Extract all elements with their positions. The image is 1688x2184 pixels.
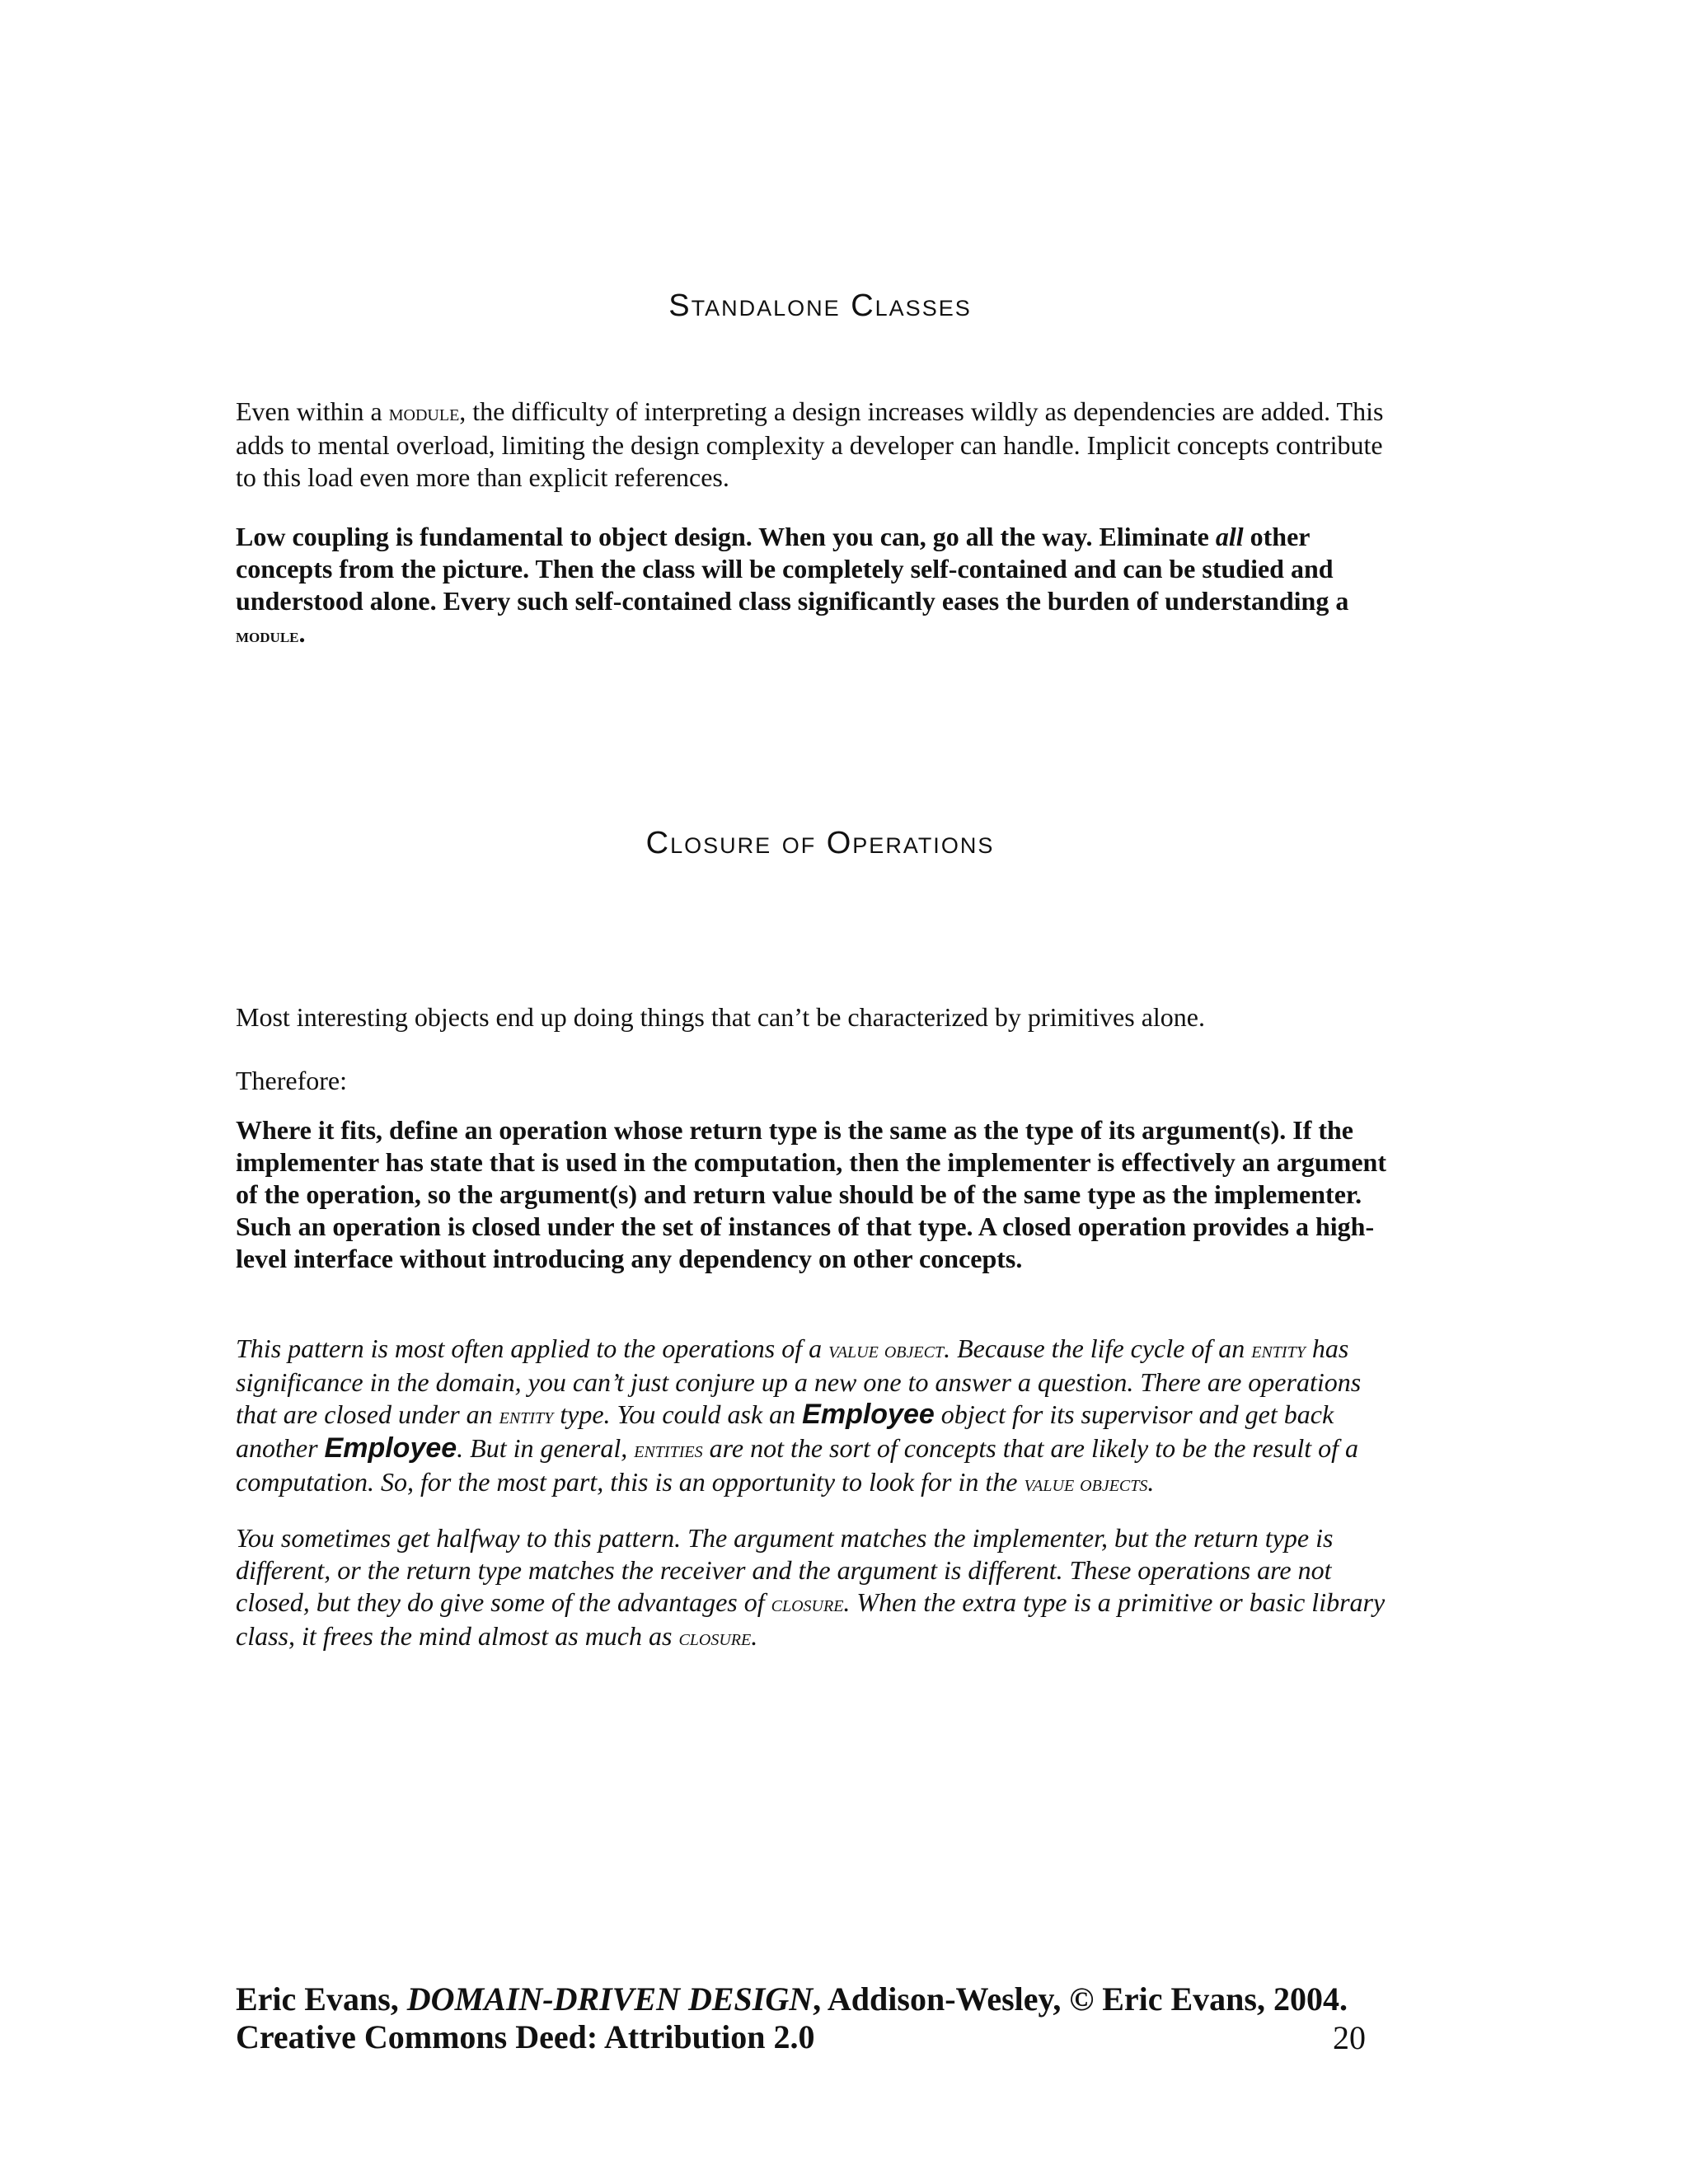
section-heading-closure-of-operations: Closure of Operations (645, 826, 995, 860)
page-number: 20 (1333, 2019, 1366, 2056)
footer-license: Creative Commons Deed: Attribution 2.0 (236, 2018, 815, 2055)
emphasis-all: all (1215, 522, 1244, 551)
text-run: type. You could ask an (553, 1399, 803, 1429)
text-run: Low coupling is fundamental to object design. When you can, go all the way. Eliminate (236, 522, 1216, 551)
text-run: object for its supervisor and get back another (236, 1399, 1334, 1463)
module-term: module (388, 401, 460, 426)
entity-term: entity (1251, 1338, 1306, 1363)
entities-term: entities (634, 1437, 703, 1463)
text-run: . But in general, (457, 1433, 635, 1463)
text-run: Even within a (236, 396, 389, 426)
employee-code: Employee (802, 1399, 935, 1430)
paragraph-closure-intro: Most interesting objects end up doing things that can’t be characterized by primitives alone. (236, 1002, 1205, 1032)
text-run: . (751, 1621, 758, 1651)
footer-book-title: DOMAIN-DRIVEN DESIGN (406, 1980, 814, 2018)
text-run: has significance in the domain, you can’t just conjure up a new one to answer a question. There are operations that are closed under an (236, 1333, 1362, 1429)
module-term: module (236, 626, 299, 647)
text-run: . (298, 618, 306, 648)
paragraph-closure-pattern: Where it fits, define an operation whose return type is the same as the type of its argument(s). If the implementer has state that is used in the computation, then the implementer is effectively an argument of the operation, so the argument(s) and return value should be of the same type as the implementer. Such an operation is closed under the set of instances of that type. A closed operation provides a high-level interface without introducing any dependency on other concepts. (236, 1115, 1386, 1273)
employee-code: Employee (324, 1432, 457, 1464)
text-run: other concepts from the picture. Then the class will be completely self-contained and can be studied and understood alone. Every such self-contained class significantly eases the burden of understanding a (236, 522, 1349, 616)
text-run: You sometimes get halfway to this pattern. The argument matches the implementer, but the return type is different, or the return type matches the receiver and the argument is different. These operations are not closed, but they do give some of the advantages of (236, 1523, 1334, 1617)
value-object-term: value object (828, 1338, 945, 1363)
entity-term: entity (499, 1404, 554, 1429)
text-run: , the difficulty of interpreting a design increases wildly as dependencies are added. This adds to mental overload, limiting the design complexity a developer can handle. Implicit concepts contribute to this load even more than explicit references. (236, 396, 1384, 492)
paragraph-standalone-intro (236, 396, 1390, 494)
text-run: This pattern is most often applied to the operations of a (236, 1333, 829, 1363)
value-objects-term: value objects (1024, 1471, 1148, 1497)
paragraph-closure-halfway (236, 1522, 1390, 1654)
paragraph-standalone-pattern (236, 521, 1390, 653)
text-run: . When the extra type is a primitive or basic library class, it frees the mind almost as much as (236, 1587, 1386, 1651)
text-run: are not the sort of concepts that are likely to be the result of a computation. So, for the most part, this is an opportunity to look for in the (236, 1433, 1358, 1497)
paragraph-therefore: Therefore: (236, 1066, 348, 1095)
footer-publisher: , Addison-Wesley, © Eric Evans, 2004. (813, 1980, 1348, 2018)
section-heading-standalone-classes: Standalone Classes (668, 288, 972, 323)
footer-author: Eric Evans, (236, 1980, 407, 2018)
closure-term: closure (771, 1591, 844, 1617)
paragraph-closure-discussion (236, 1333, 1390, 1500)
text-run: . (1147, 1467, 1155, 1497)
footer-citation (236, 1980, 1390, 2018)
closure-term: closure (678, 1625, 752, 1651)
text-run: . Because the life cycle of an (944, 1333, 1252, 1363)
